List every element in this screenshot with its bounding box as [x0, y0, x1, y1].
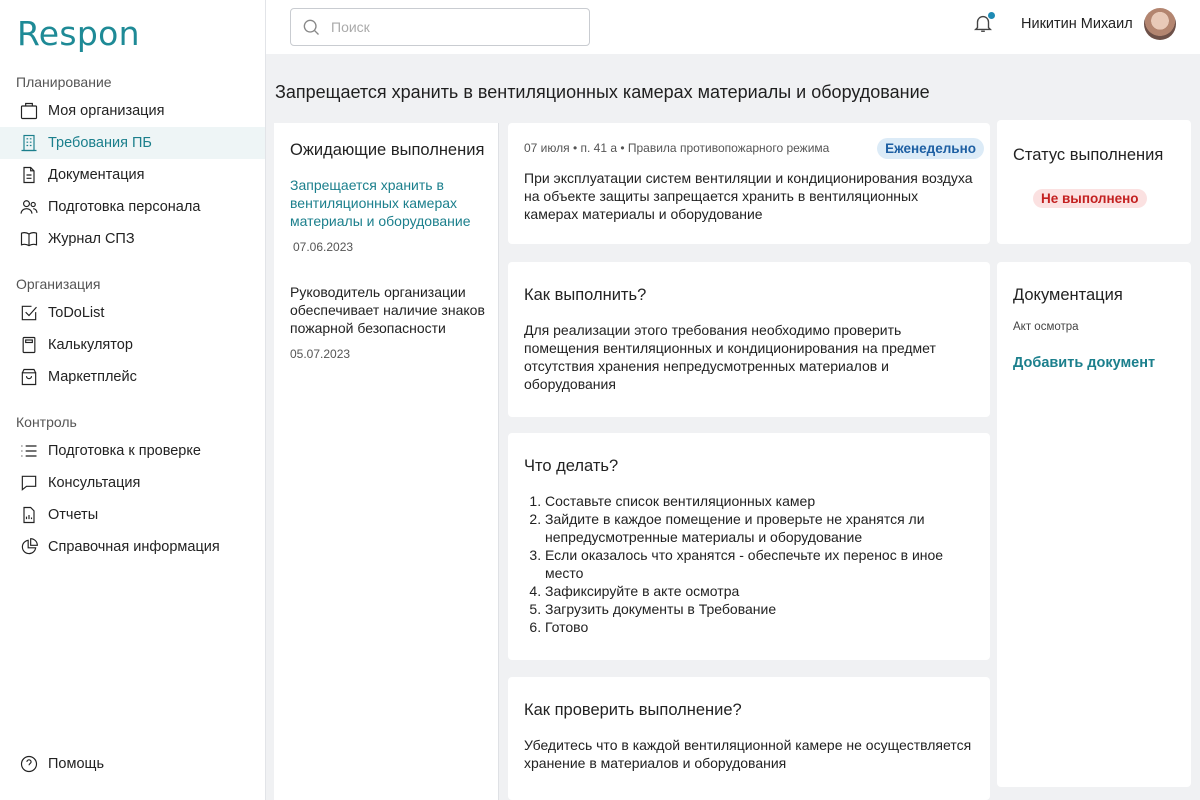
- office-icon: [18, 132, 40, 154]
- top-header: [266, 0, 1200, 54]
- sidebar-item-label: Калькулятор: [48, 336, 133, 353]
- list-icon: [18, 440, 40, 462]
- user-name[interactable]: Никитин Михаил: [1021, 16, 1133, 32]
- pie-chart-icon: [18, 536, 40, 558]
- list-item[interactable]: [290, 283, 490, 363]
- sidebar-item-inspection-prep[interactable]: [0, 435, 265, 467]
- add-document-link[interactable]: Добавить документ: [1013, 355, 1156, 371]
- pending-title: Ожидающие выполнения: [290, 141, 485, 159]
- help-icon: [18, 753, 40, 775]
- step-item: 5. Загрузить документы в Требование: [545, 600, 974, 618]
- step-item: 2. Зайдите в каждое помещение и проверьте не хранятся ли непредусмотренные материалы и оборудование: [545, 510, 974, 546]
- sidebar-item-spz-journal[interactable]: [0, 223, 265, 255]
- users-icon: [18, 196, 40, 218]
- sidebar-item-label: Консультация: [48, 474, 141, 491]
- requirement-card: [508, 123, 990, 244]
- status-card: [997, 120, 1191, 244]
- sidebar-item-calculator[interactable]: [0, 329, 265, 361]
- sidebar-item-label: Справочная информация: [48, 538, 220, 555]
- notifications-button[interactable]: [972, 12, 996, 36]
- step-item: 6. Готово: [545, 618, 974, 636]
- search-icon: [301, 17, 321, 37]
- pending-item-date: 07.06.2023: [293, 240, 354, 254]
- sidebar-item-fire-requirements[interactable]: [0, 127, 265, 159]
- sidebar-item-my-organization[interactable]: [0, 95, 265, 127]
- calculator-icon: [18, 334, 40, 356]
- page-title: Запрещается хранить в вентиляционных камерах материалы и оборудование: [275, 82, 930, 102]
- notification-dot: [988, 12, 995, 19]
- what-to-do-card: [508, 433, 990, 660]
- help-label: Помощь: [48, 755, 105, 772]
- step-item: 4. Зафиксируйте в акте осмотра: [545, 582, 974, 600]
- sidebar-item-label: Требования ПБ: [48, 134, 152, 151]
- what-to-do-title: Что делать?: [524, 457, 619, 475]
- logo[interactable]: Respon: [17, 14, 140, 53]
- how-to-card: [508, 262, 990, 417]
- avatar[interactable]: [1144, 8, 1176, 40]
- document-icon: [18, 164, 40, 186]
- frequency-badge: Еженедельно: [877, 138, 984, 159]
- sidebar-item-todolist[interactable]: [0, 297, 265, 329]
- search-input[interactable]: [331, 19, 571, 35]
- help-link[interactable]: [0, 748, 265, 780]
- book-icon: [18, 228, 40, 250]
- chat-icon: [18, 472, 40, 494]
- sidebar-item-label: Документация: [48, 166, 145, 183]
- search-box[interactable]: [290, 8, 590, 46]
- how-to-check-title: Как проверить выполнение?: [524, 701, 742, 719]
- requirement-meta: 07 июля • п. 41 а • Правила противопожарного режима: [524, 141, 830, 155]
- how-to-title: Как выполнить?: [524, 286, 647, 304]
- pending-item-title[interactable]: Запрещается хранить в вентиляционных камерах материалы и оборудование: [290, 177, 471, 229]
- sidebar-item-label: Моя организация: [48, 102, 165, 119]
- sidebar-item-staff-training[interactable]: [0, 191, 265, 223]
- sidebar-item-label: Журнал СПЗ: [48, 230, 135, 247]
- sidebar-item-label: Подготовка персонала: [48, 198, 201, 215]
- sidebar-item-consultation[interactable]: [0, 467, 265, 499]
- report-icon: [18, 504, 40, 526]
- sidebar-item-reports[interactable]: [0, 499, 265, 531]
- sidebar-item-label: Отчеты: [48, 506, 99, 523]
- sidebar: [0, 0, 266, 800]
- sidebar-item-documentation[interactable]: [0, 159, 265, 191]
- status-title: Статус выполнения: [1013, 146, 1164, 164]
- status-badge: Не выполнено: [1033, 189, 1147, 208]
- section-planning-label: Планирование: [16, 74, 112, 90]
- requirement-text: При эксплуатации систем вентиляции и кондиционирования воздуха на объекте защиты запрещается хранить в вентиляционных камерах материалы и оборудование: [524, 170, 973, 222]
- section-organization-label: Организация: [16, 276, 101, 292]
- checkbox-icon: [18, 302, 40, 324]
- how-to-text: Для реализации этого требования необходимо проверить помещения вентиляционных и кондиционирования на предмет отсутствия хранения непредусмотренных материалов и оборудования: [524, 322, 936, 392]
- how-to-check-card: [508, 677, 990, 800]
- step-item: 1. Составьте список вентиляционных камер: [545, 492, 974, 510]
- sidebar-item-label: Маркетплейс: [48, 368, 137, 385]
- shopping-bag-icon: [18, 366, 40, 388]
- sidebar-item-label: ToDoList: [48, 304, 105, 321]
- pending-panel: [274, 123, 499, 800]
- documentation-card: [997, 262, 1191, 787]
- how-to-check-text: Убедитесь что в каждой вентиляционной камере не осуществляется хранение в материалов и оборудования: [524, 737, 972, 771]
- document-name[interactable]: Акт осмотра: [1013, 321, 1079, 333]
- step-item: 3. Если оказалось что хранятся - обеспечьте их перенос в иное место: [545, 546, 974, 582]
- sidebar-item-marketplace[interactable]: [0, 361, 265, 393]
- steps-list: [524, 492, 974, 636]
- building-icon: [18, 100, 40, 122]
- section-control-label: Контроль: [16, 414, 77, 430]
- pending-item-title[interactable]: Руководитель организации обеспечивает наличие знаков пожарной безопасности: [290, 284, 485, 336]
- list-item[interactable]: [290, 176, 490, 256]
- sidebar-item-reference[interactable]: [0, 531, 265, 563]
- sidebar-item-label: Подготовка к проверке: [48, 442, 201, 459]
- pending-item-date: 05.07.2023: [290, 347, 351, 361]
- documentation-title: Документация: [1013, 286, 1123, 304]
